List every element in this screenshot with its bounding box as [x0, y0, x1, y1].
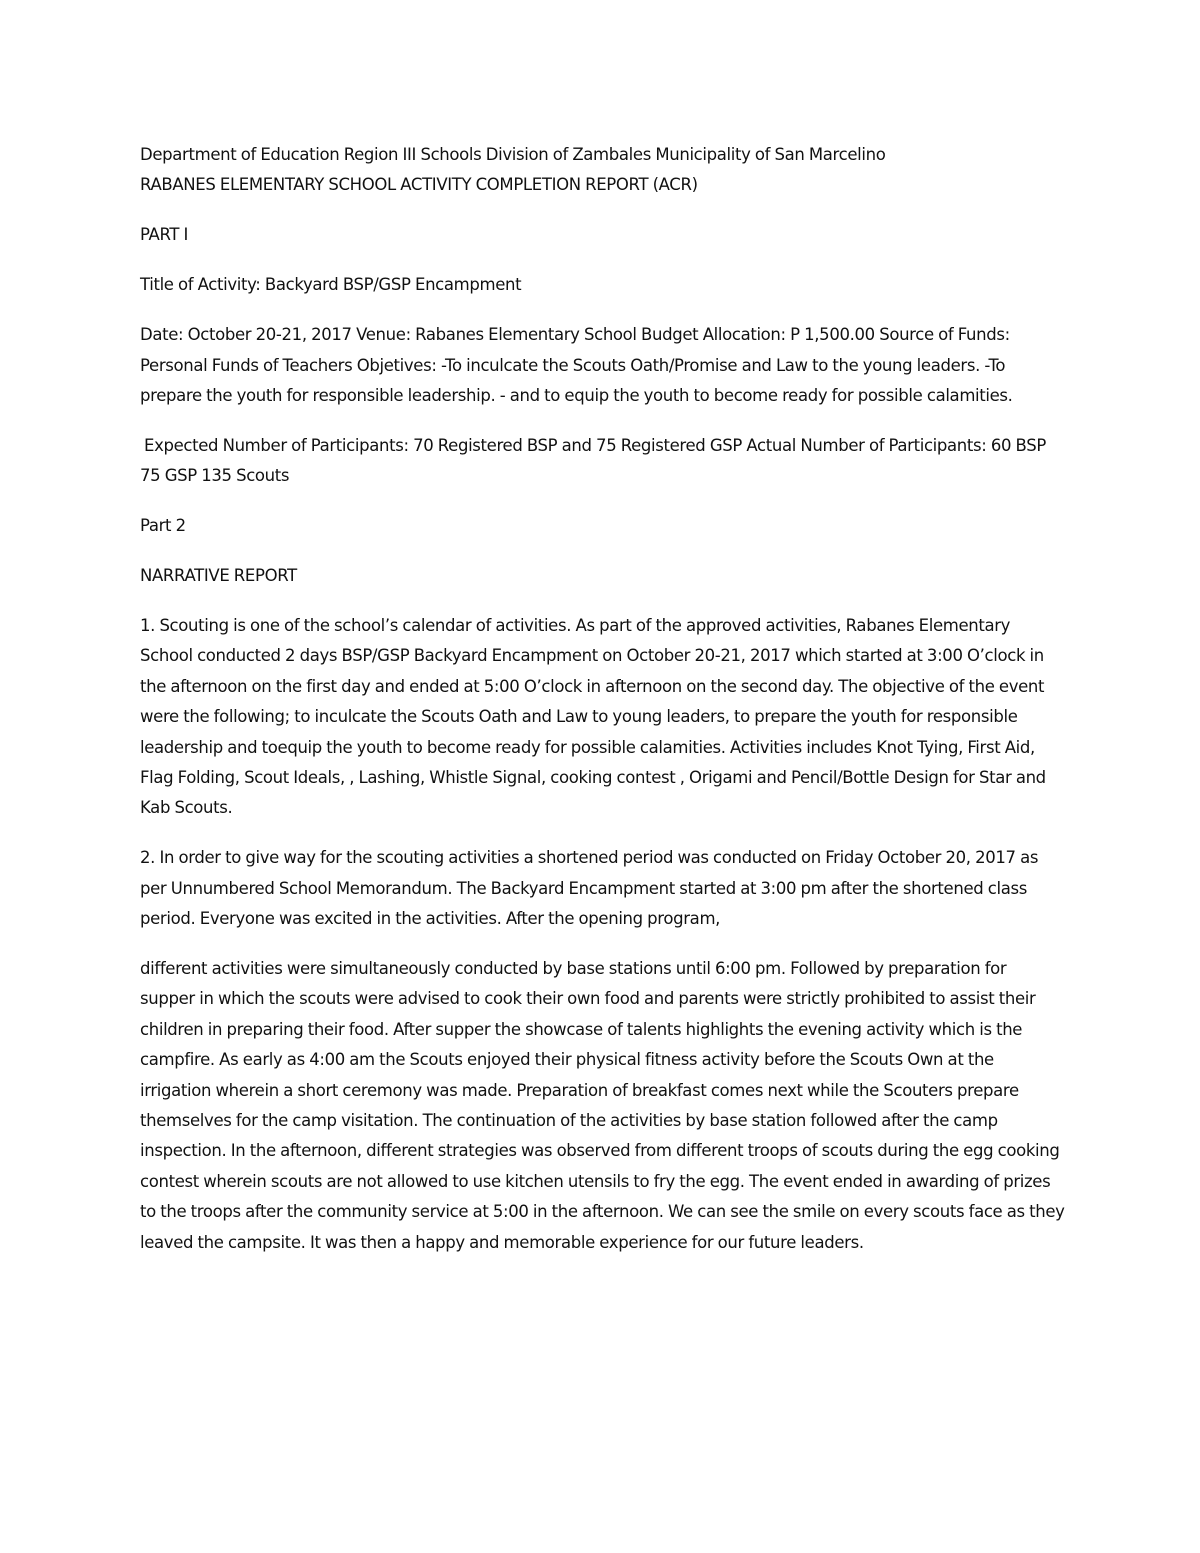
participants-paragraph: Expected Number of Participants: 70 Registered BSP and 75 Registered GSP Actual Number of Participants: 60 BSP 75 GSP 135 Scouts	[140, 435, 1046, 486]
document-body	[140, 140, 1065, 1278]
header-line-1: Department of Education Region III Schools Division of Zambales Municipality of San Marcelino	[140, 145, 886, 164]
document-header	[140, 140, 1065, 201]
narrative-paragraph-2: 2. In order to give way for the scouting activities a shortened period was conducted on Friday October 20, 2017 as per Unnumbered School Memorandum. The Backyard Encampment started at 3:00 pm after the shortened class period. Everyone was excited in the activities. After the opening program,	[140, 848, 1039, 929]
title-of-activity: Title of Activity: Backyard BSP/GSP Encampment	[140, 275, 522, 295]
part-2-heading: Part 2	[140, 516, 186, 536]
narrative-report-heading: NARRATIVE REPORT	[140, 566, 297, 586]
activity-details-paragraph: Date: October 20-21, 2017 Venue: Rabanes Elementary School Budget Allocation: P 1,500.00 Source of Funds: Personal Funds of Teachers Objetives: -To inculcate the Scouts Oath/Promise and Law to the young leaders. -To prepare the youth for responsible leadership. - and to equip the youth to become ready for possible calamities.	[140, 325, 1013, 405]
part-1-heading: PART I	[140, 225, 189, 245]
narrative-paragraph-3: different activities were simultaneously conducted by base stations until 6:00 pm. Followed by preparation for supper in which the scouts were advised to cook their own food and parents were strictly prohibited to assist their children in preparing their food. After supper the showcase of talents highlights the evening activity which is the campfire. As early as 4:00 am the Scouts enjoyed their physical fitness activity before the Scouts Own at the irrigation wherein a short ceremony was made. Preparation of breakfast comes next while the Scouters prepare themselves for the camp visitation. The continuation of the activities by base station followed after the camp inspection. In the afternoon, different strategies was observed from different troops of scouts during the egg cooking contest wherein scouts are not allowed to use kitchen utensils to fry the egg. The event ended in awarding of prizes to the troops after the community service at 5:00 in the afternoon. We can see the smile on every scouts face as they leaved the campsite. It was then a happy and memorable experience for our future leaders.	[140, 959, 1065, 1252]
header-line-2: RABANES ELEMENTARY SCHOOL ACTIVITY COMPLETION REPORT (ACR)	[140, 175, 698, 195]
narrative-paragraph-1: 1. Scouting is one of the school’s calendar of activities. As part of the approved activities, Rabanes Elementary School conducted 2 days BSP/GSP Backyard Encampment on October 20-21, 2017 which started at 3:00 O’clock in the afternoon on the first day and ended at 5:00 O’clock in afternoon on the second day. The objective of the event were the following; to inculcate the Scouts Oath and Law to young leaders, to prepare the youth for responsible leadership and toequip the youth to become ready for possible calamities. Activities includes Knot Tying, First Aid, Flag Folding, Scout Ideals, , Lashing, Whistle Signal, cooking contest , Origami and Pencil/Bottle Design for Star and Kab Scouts.	[140, 615, 1046, 818]
